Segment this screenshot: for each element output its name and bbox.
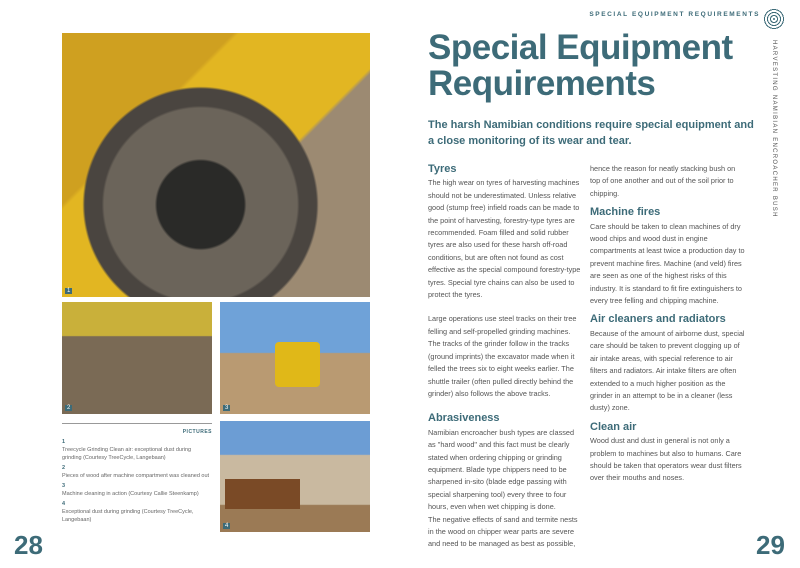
paragraph: Wood dust and dust in general is not only a problem to machines but also to humans. Care should be taken that operators wear dust filters over their mouths and noses.: [590, 436, 742, 483]
caption-text: Machine cleaning in action (Courtesy Callie Steenkamp): [62, 491, 199, 497]
photo-wood-pieces: [62, 302, 212, 414]
caption-text: Exceptional dust during grinding (Courtesy TreeCycle, Langebaan): [62, 509, 194, 523]
paragraph: Care should be taken to clean machines of dry wood chips and wood dust in engine compartments at least twice a production day to prevent machine fires. Machine (and veld) fires are seen as one of the highest risks of this industry. It is standard to fit fire extinguishers to every tree felling and chipping machine.: [590, 221, 745, 306]
paragraph: The negative effects of sand and termite nests in the wood on chipper wear parts are severe and need to be managed as best as possible,: [428, 514, 578, 549]
heading-machine-fires: Machine fires: [590, 206, 661, 219]
captions-heading: PICTURES: [182, 429, 212, 435]
photo-machine-cleaning: [220, 302, 370, 414]
text-column-1: [428, 157, 583, 563]
caption-text: Treecycle Grinding Clean air: exceptional dust during grinding (Courtesy TreeCycle, Langebaan): [62, 447, 192, 461]
caption-number: 3: [62, 483, 66, 489]
trailer-shape: [225, 479, 300, 509]
loader-shape: [275, 342, 320, 387]
text-column-2: [590, 163, 745, 497]
caption-number: 4: [62, 501, 66, 507]
paragraph: hence the reason for neatly stacking bush on top of one another and out of the soil prior to chipping.: [590, 164, 736, 198]
caption-number: 1: [62, 439, 66, 445]
paragraph: Namibian encroacher bush types are classed as "hard wood" and this fact must be clearly stated when ordering chipping or grinding equipment. Blade type chippers need to be sharpened in-sito (blade edge passing with special sharpening tool) every three to four hours, even when wet chipping is done.: [428, 427, 575, 512]
photo-tyre-chains: [62, 33, 370, 297]
photo-number: 2: [67, 405, 71, 411]
heading-clean-air: Clean air: [590, 420, 637, 433]
side-title: HARVESTING NAMIBIAN ENCROACHER BUSH: [771, 40, 777, 218]
page-title: Special Equipment Requirements: [428, 28, 733, 103]
heading-tyres: Tyres: [428, 163, 457, 175]
lead-paragraph: The harsh Namibian conditions require special equipment and a close monitoring of its wear and tear.: [428, 119, 754, 147]
photo-number: 1: [67, 288, 71, 294]
paragraph: Large operations use steel tracks on their tree felling and self-propelled grinding machines. The tracks of the grinder follow in the tracks (ground imprints) the excavator made when it felled the trees six to eight weeks earlier. The shuttle trailer (often pulled directly behind the grinder) also follows the above tracks.: [428, 314, 577, 398]
running-head: SPECIAL EQUIPMENT REQUIREMENTS: [589, 11, 760, 18]
paragraph: The high wear on tyres of harvesting machines should not be underestimated. Unless relative good (stump free) infield roads can be made to the point of harvesting, forestry-type tyres are recommended. Foam filled and solid rubber tyres are also used for these harsh off-road conditions, but are often not found as cost effective as the special compound forestry-type tyres. Special tyre chains can also be used to protect the tyres.: [428, 178, 581, 300]
photo-dust-grinding: [220, 421, 370, 532]
page-number-right: 29: [756, 530, 785, 560]
photo-captions: [62, 423, 212, 524]
tree-ring-logo-icon: [763, 8, 785, 30]
heading-air-cleaners: Air cleaners and radiators: [590, 313, 726, 326]
caption-text: Pieces of wood after machine compartment was cleaned out: [62, 473, 210, 479]
photo-number: 3: [225, 405, 229, 411]
photo-number: 4: [225, 523, 229, 529]
heading-abrasiveness: Abrasiveness: [428, 412, 500, 425]
paragraph: Because of the amount of airborne dust, special care should be taken to prevent clogging up of air intake areas, with special reference to air filters and radiators. Air intake filters are often extended to a much higher position as the grinder in an attempt to be in a cleaner (less dusty) zone.: [590, 328, 745, 413]
page-number-left: 28: [14, 530, 43, 560]
caption-number: 2: [62, 465, 66, 471]
